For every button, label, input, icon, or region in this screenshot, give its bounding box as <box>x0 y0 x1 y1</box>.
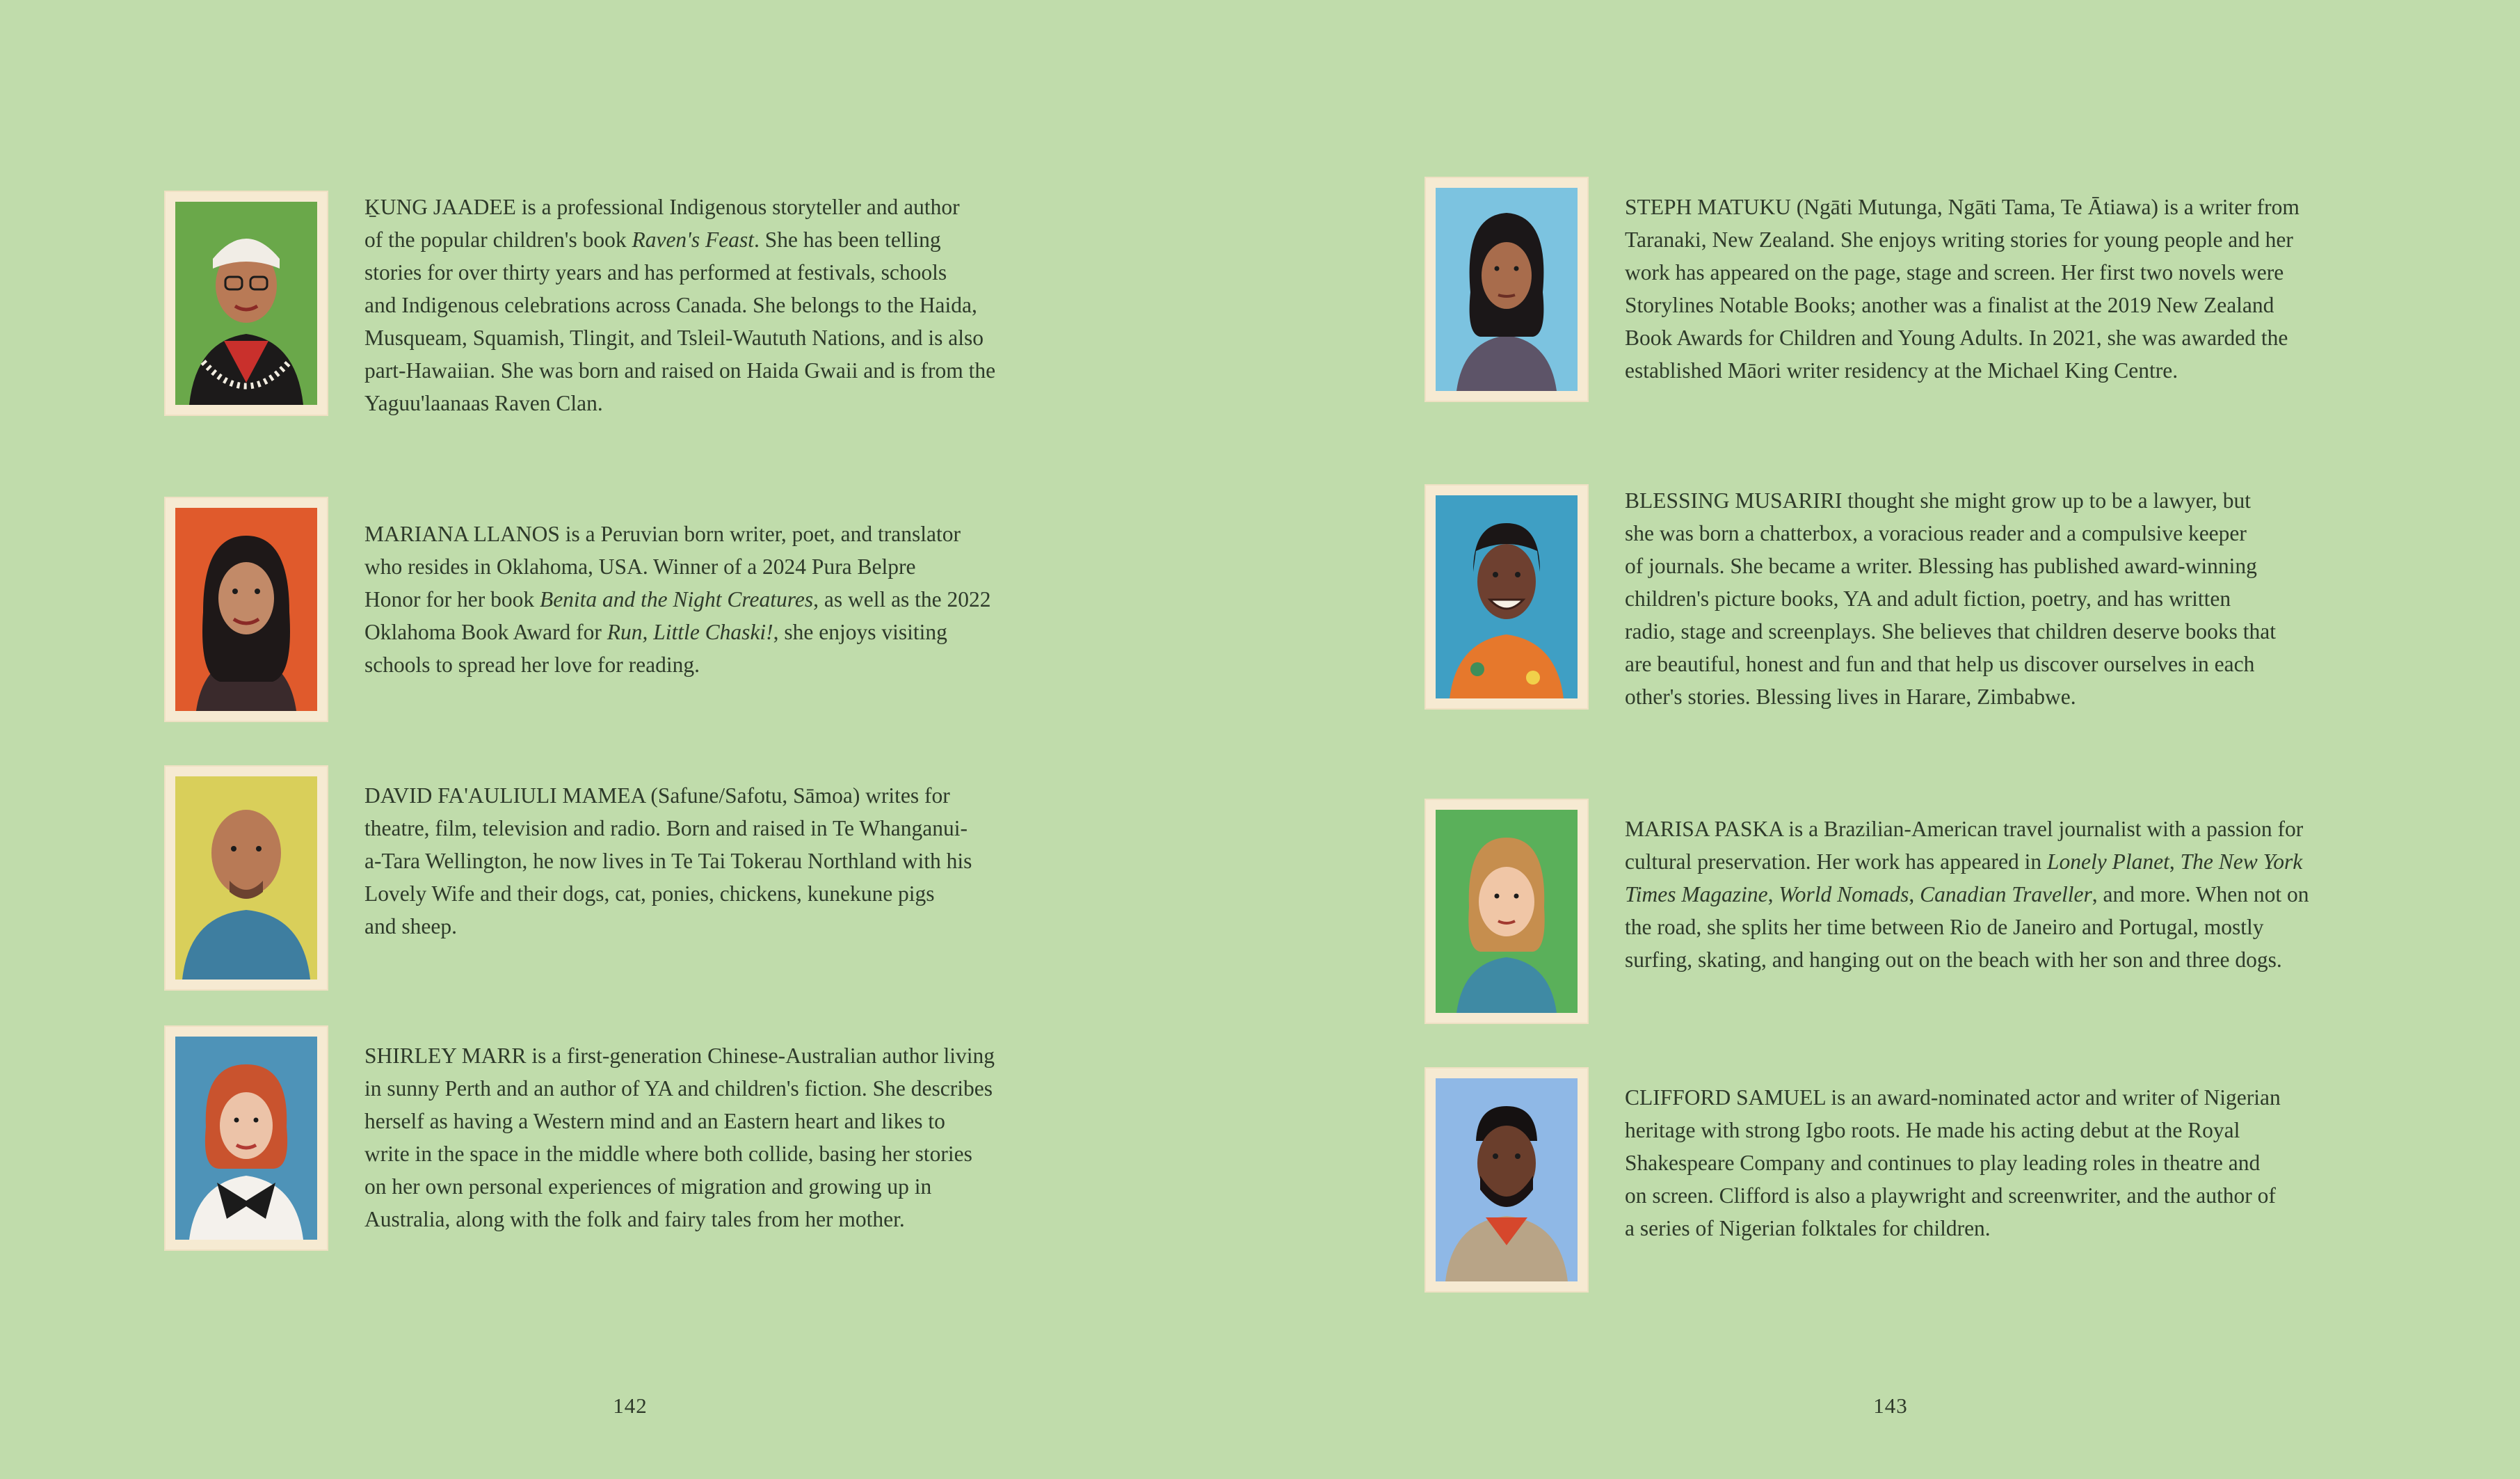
text-line: radio, stage and screenplays. She believes that children deserve books that <box>1625 619 2276 643</box>
book-title: Benita and the Night Creatures <box>539 587 814 611</box>
text-line: Book Awards for Children and Young Adults. In 2021, she was awarded the <box>1625 326 2288 350</box>
bio-text <box>1625 191 2487 387</box>
text-line: . She has been telling <box>754 227 941 252</box>
text-line: who resides in Oklahoma, USA. Winner of a 2024 Pura Belpre <box>364 554 916 579</box>
portrait-illustration <box>175 508 317 711</box>
portrait-mariana-llanos <box>164 497 328 722</box>
text-line: established Māori writer residency at the Michael King Centre. <box>1625 358 2178 383</box>
author-name: SHIRLEY MARR <box>364 1044 527 1068</box>
author-name: ḴUNG JAADEE <box>364 195 516 219</box>
text-line: is an award-nominated actor and writer of Nigerian <box>1825 1085 2281 1110</box>
text-line: on her own personal experiences of migration and growing up in <box>364 1174 932 1199</box>
text-line: , and more. When not on <box>2092 882 2309 906</box>
author-name: BLESSING MUSARIRI <box>1625 488 1843 513</box>
portrait-david-mamea <box>164 765 328 991</box>
text-line: thought she might grow up to be a lawyer, but <box>1842 488 2251 513</box>
portrait-clifford-samuel <box>1424 1067 1589 1293</box>
text-line: and sheep. <box>364 914 457 938</box>
text-line: Lovely Wife and their dogs, cat, ponies, chickens, kunekune pigs <box>364 881 935 906</box>
text-line: is a Brazilian-American travel journalist with a passion for <box>1783 817 2304 841</box>
text-line: Shakespeare Company and continues to play leading roles in theatre and <box>1625 1151 2261 1175</box>
book-title: Run, Little Chaski! <box>607 620 773 644</box>
text-line: (Ngāti Mutunga, Ngāti Tama, Te Ātiawa) is a writer from <box>1790 195 2300 219</box>
text-line: is a first-generation Chinese-Australian author living <box>526 1044 995 1068</box>
portrait-illustration <box>1436 188 1578 391</box>
text-line: , <box>2169 849 2181 874</box>
author-name: MARISA PASKA <box>1625 817 1783 841</box>
text-line: stories for over thirty years and has performed at festivals, schools <box>364 260 947 285</box>
book-title: Raven's Feast <box>632 227 755 252</box>
text-line: herself as having a Western mind and an Eastern heart and likes to <box>364 1109 945 1133</box>
bio-text <box>1625 813 2487 976</box>
bio-text <box>364 518 1227 681</box>
text-line: is a professional Indigenous storyteller and author <box>515 195 960 219</box>
right-page <box>1260 0 2520 1479</box>
text-line: , <box>1909 882 1920 906</box>
text-line: , as well as the 2022 <box>813 587 991 611</box>
text-line: Taranaki, New Zealand. She enjoys writing stories for young people and her <box>1625 227 2293 252</box>
publication-title: Canadian Traveller <box>1920 882 2092 906</box>
author-name: STEPH MATUKU <box>1625 195 1791 219</box>
text-line: on screen. Clifford is also a playwright and screenwriter, and the author of <box>1625 1183 2276 1208</box>
author-name: DAVID FA'AULIULI MAMEA <box>364 783 645 808</box>
portrait-blessing-musariri <box>1424 484 1589 710</box>
author-name: MARIANA LLANOS <box>364 522 560 546</box>
text-line: she was born a chatterbox, a voracious reader and a compulsive keeper <box>1625 521 2247 545</box>
text-line: part-Hawaiian. She was born and raised on Haida Gwaii and is from the <box>364 358 996 383</box>
text-line: (Safune/Safotu, Sāmoa) writes for <box>645 783 950 808</box>
bio-text <box>364 779 1227 943</box>
text-line: Storylines Notable Books; another was a finalist at the 2019 New Zealand <box>1625 293 2274 317</box>
text-line: children's picture books, YA and adult fiction, poetry, and has written <box>1625 586 2231 611</box>
text-line: work has appeared on the page, stage and screen. Her first two novels were <box>1625 260 2284 285</box>
text-line: Yaguu'laanaas Raven Clan. <box>364 391 603 415</box>
text-line: Oklahoma Book Award for <box>364 620 607 644</box>
bio-text <box>1625 1081 2487 1245</box>
publication-title: Lonely Planet <box>2047 849 2169 874</box>
portrait-illustration <box>175 202 317 405</box>
text-line: and Indigenous celebrations across Canada. She belongs to the Haida, <box>364 293 977 317</box>
text-line: surfing, skating, and hanging out on the beach with her son and three dogs. <box>1625 948 2282 972</box>
text-line: of the popular children's book <box>364 227 632 252</box>
portrait-steph-matuku <box>1424 177 1589 402</box>
portrait-illustration <box>175 1037 317 1240</box>
portrait-kung-jaadee <box>164 191 328 416</box>
text-line: a-Tara Wellington, he now lives in Te Tai Tokerau Northland with his <box>364 849 972 873</box>
text-line: is a Peruvian born writer, poet, and translator <box>559 522 961 546</box>
text-line: Musqueam, Squamish, Tlingit, and Tsleil-Waututh Nations, and is also <box>364 326 984 350</box>
bio-text <box>364 191 1227 419</box>
portrait-illustration <box>1436 495 1578 698</box>
text-line: the road, she splits her time between Rio de Janeiro and Portugal, mostly <box>1625 915 2264 939</box>
bio-text <box>364 1039 1227 1236</box>
text-line: heritage with strong Igbo roots. He made his acting debut at the Royal <box>1625 1118 2240 1142</box>
text-line: , she enjoys visiting <box>773 620 947 644</box>
publication-title: World Nomads <box>1779 882 1909 906</box>
text-line: theatre, film, television and radio. Born and raised in Te Whanganui- <box>364 816 968 840</box>
portrait-illustration <box>1436 810 1578 1013</box>
text-line: schools to spread her love for reading. <box>364 653 700 677</box>
page-number: 143 <box>1873 1393 1908 1418</box>
text-line: Australia, along with the folk and fairy tales from her mother. <box>364 1207 905 1231</box>
bio-text <box>1625 484 2487 713</box>
portrait-illustration <box>1436 1078 1578 1281</box>
portrait-illustration <box>175 776 317 980</box>
text-line: Honor for her book <box>364 587 540 611</box>
portrait-marisa-paska <box>1424 799 1589 1024</box>
text-line: other's stories. Blessing lives in Harare, Zimbabwe. <box>1625 685 2076 709</box>
text-line: are beautiful, honest and fun and that help us discover ourselves in each <box>1625 652 2255 676</box>
text-line: in sunny Perth and an author of YA and children's fiction. She describes <box>364 1076 993 1101</box>
page-number: 142 <box>613 1393 648 1418</box>
text-line: cultural preservation. Her work has appeared in <box>1625 849 2048 874</box>
text-line: write in the space in the middle where both collide, basing her stories <box>364 1142 972 1166</box>
text-line: of journals. She became a writer. Blessing has published award-winning <box>1625 554 2257 578</box>
portrait-shirley-marr <box>164 1025 328 1251</box>
author-name: CLIFFORD SAMUEL <box>1625 1085 1826 1110</box>
publication-title: The New York <box>2180 849 2303 874</box>
publication-title: Times Magazine <box>1625 882 1768 906</box>
text-line: a series of Nigerian folktales for children. <box>1625 1216 1991 1240</box>
text-line: , <box>1767 882 1779 906</box>
